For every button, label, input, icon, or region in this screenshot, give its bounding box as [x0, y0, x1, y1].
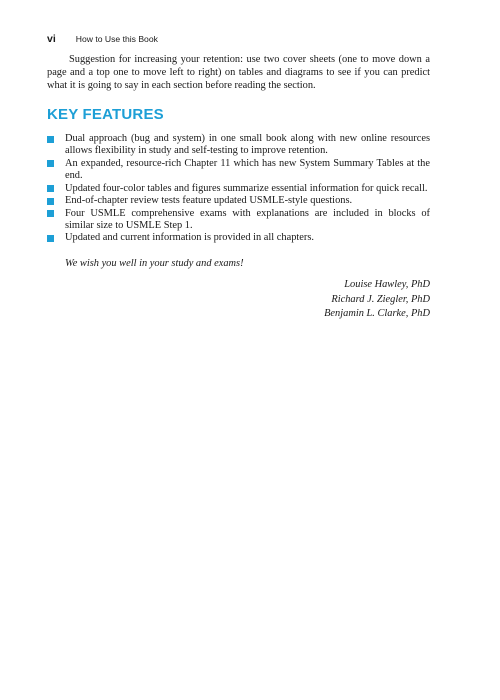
author-name: Louise Hawley, PhD — [344, 279, 430, 290]
intro-paragraph: Suggestion for increasing your retention: use two cover sheets (one to move down a page and a top one to move left to right) on tables and diagrams to see if you can predict what it is going to say in each section before reading the section. — [47, 54, 430, 92]
square-bullet-icon — [47, 198, 54, 205]
feature-item — [47, 208, 430, 233]
square-bullet-icon — [47, 185, 54, 192]
author-name: Benjamin L. Clarke, PhD — [324, 308, 430, 320]
feature-item — [47, 183, 430, 195]
running-head — [47, 33, 158, 45]
closing-line: We wish you well in your study and exams! — [65, 258, 244, 269]
author-signatures — [324, 278, 430, 322]
feature-text: Four USMLE comprehensive exams with explanations are included in blocks of similar size to USMLE Step 1. — [65, 207, 430, 231]
section-heading: KEY FEATURES — [47, 106, 164, 123]
running-title: How to Use this Book — [75, 34, 158, 44]
feature-text: Dual approach (bug and system) in one small book along with new online resources allows flexibility in study and self-testing to improve retention. — [65, 133, 430, 157]
feature-item — [47, 195, 430, 207]
feature-text: An expanded, resource-rich Chapter 11 which has new System Summary Tables at the end. — [65, 157, 430, 182]
feature-text: End-of-chapter review tests feature updated USMLE-style questions. — [65, 195, 353, 207]
feature-item — [47, 232, 430, 244]
square-bullet-icon — [47, 235, 54, 242]
author-name: Richard J. Ziegler, PhD — [331, 293, 430, 305]
key-features-list — [47, 133, 430, 245]
square-bullet-icon — [47, 210, 54, 217]
square-bullet-icon — [47, 160, 54, 167]
square-bullet-icon — [47, 136, 54, 143]
feature-text: Updated and current information is provided in all chapters. — [65, 232, 315, 244]
feature-text: Updated four-color tables and figures summarize essential information for quick recall. — [65, 182, 428, 194]
feature-item — [47, 133, 430, 158]
page-number: vi — [47, 33, 56, 45]
feature-item — [47, 158, 430, 183]
